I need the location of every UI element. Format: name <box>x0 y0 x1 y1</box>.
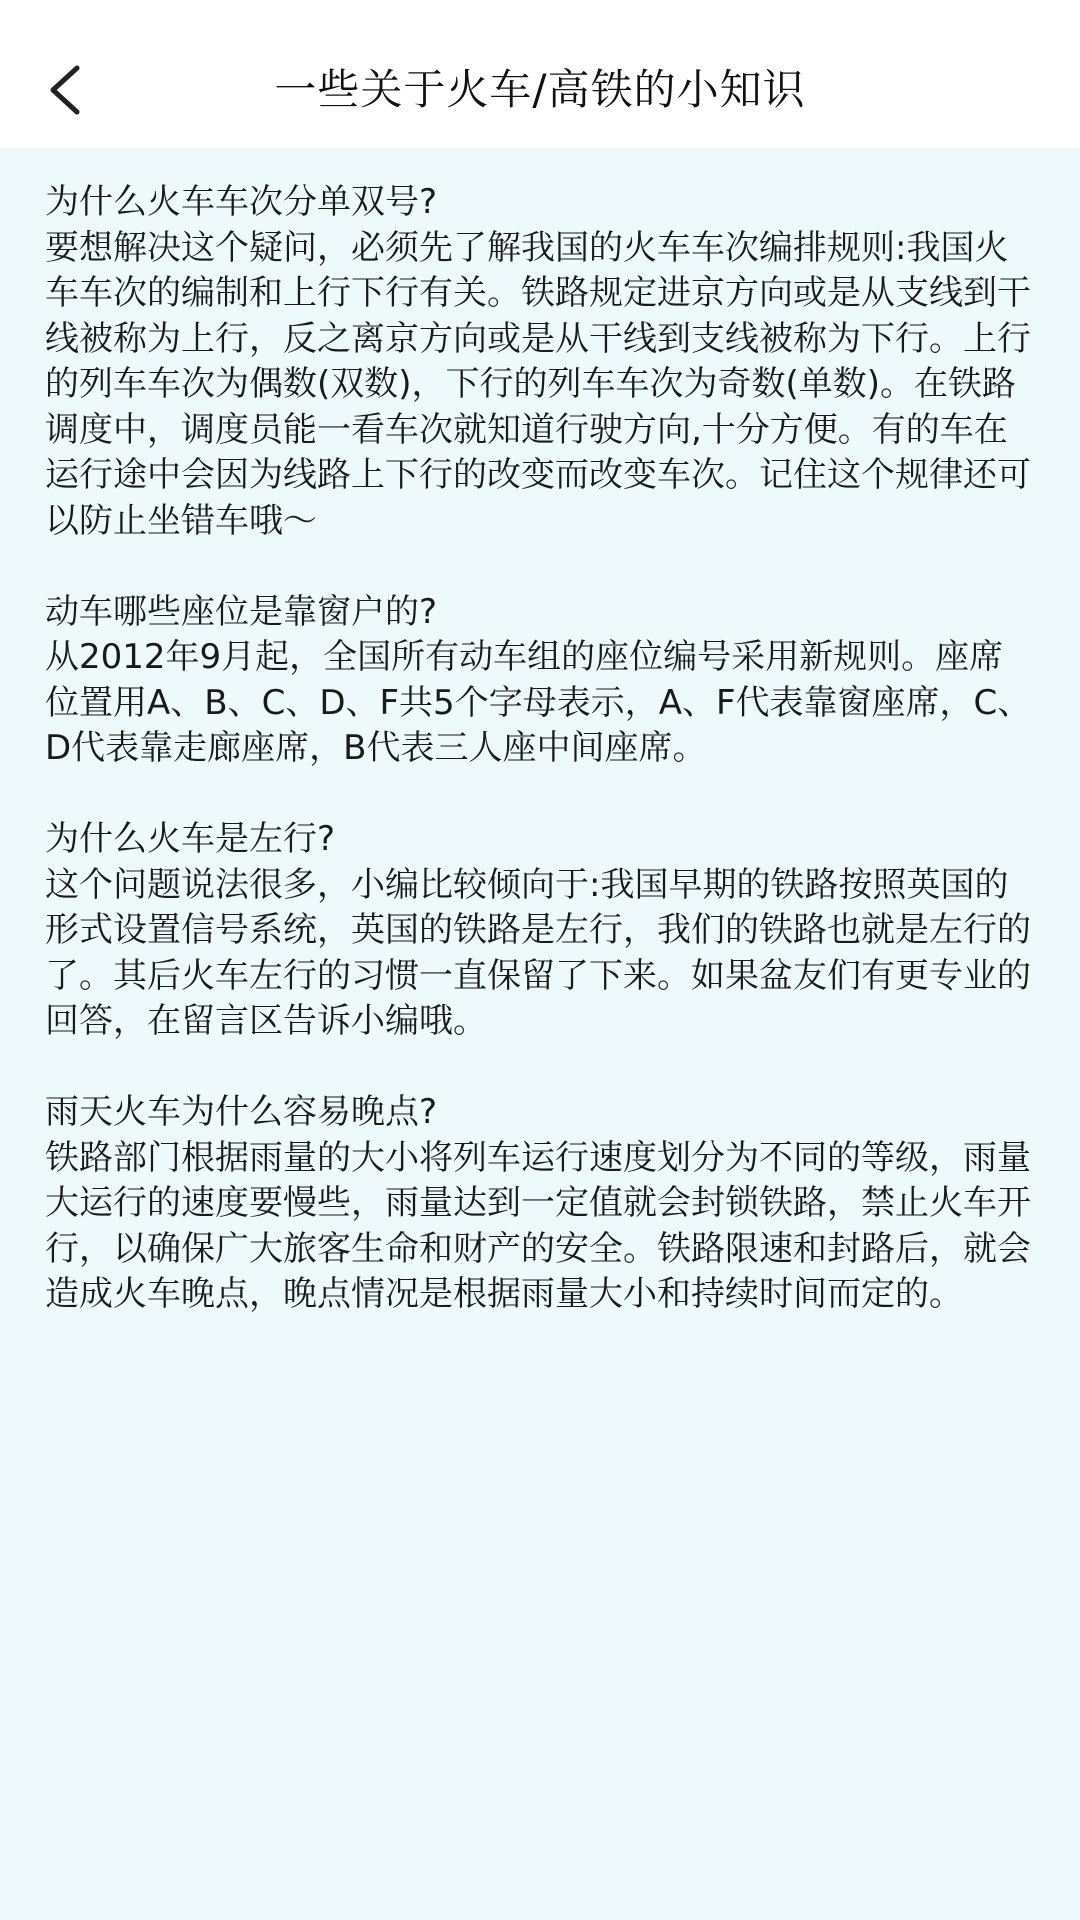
article-content <box>45 180 1035 1363</box>
faq-question-1: 为什么火车车次分单双号? <box>45 182 438 222</box>
faq-answer-4: 铁路部门根据雨量的大小将列车运行速度划分为不同的等级，雨量大运行的速度要慢些，雨量达到一定值就会封锁铁路，禁止火车开行，以确保广大旅客生命和财产的安全。铁路限速和封路后，就会造成火车晚点，晚点情况是根据雨量大小和持续时间而定的。 <box>45 1137 1031 1314</box>
faq-section-1 <box>45 180 1035 544</box>
faq-answer-2: 从2012年9月起，全国所有动车组的座位编号采用新规则。座席位置用A、B、C、D、F共5个字母表示，A、F代表靠窗座席，C、D代表靠走廊座席，B代表三人座中间座席。 <box>45 637 1032 768</box>
faq-section-3 <box>45 817 1035 1045</box>
top-bar <box>0 0 1080 148</box>
faq-section-2 <box>45 590 1035 772</box>
faq-question-4: 雨天火车为什么容易晚点? <box>45 1092 438 1132</box>
page-title: 一些关于火车/高铁的小知识 <box>274 65 806 114</box>
faq-answer-1: 要想解决这个疑问，必须先了解我国的火车车次编排规则:我国火车车次的编制和上行下行有关。铁路规定进京方向或是从支线到干线被称为上行，反之离京方向或是从干线到支线被称为下行。上行的列车车次为偶数(双数)，下行的列车车次为奇数(单数)。在铁路调度中，调度员能一看车次就知道行驶方向,十分方便。有的车在运行途中会因为线路上下行的改变而改变车次。记住这个规律还可以防止坐错车哦～ <box>45 227 1031 541</box>
faq-question-3: 为什么火车是左行? <box>45 819 336 859</box>
faq-question-2: 动车哪些座位是靠窗户的? <box>45 591 438 632</box>
faq-answer-3: 这个问题说法很多，小编比较倾向于:我国早期的铁路按照英国的形式设置信号系统，英国的铁路是左行，我们的铁路也就是左行的了。其后火车左行的习惯一直保留了下来。如果盆友们有更专业的回答，在留言区告诉小编哦。 <box>45 864 1031 1041</box>
faq-section-4 <box>45 1090 1035 1318</box>
